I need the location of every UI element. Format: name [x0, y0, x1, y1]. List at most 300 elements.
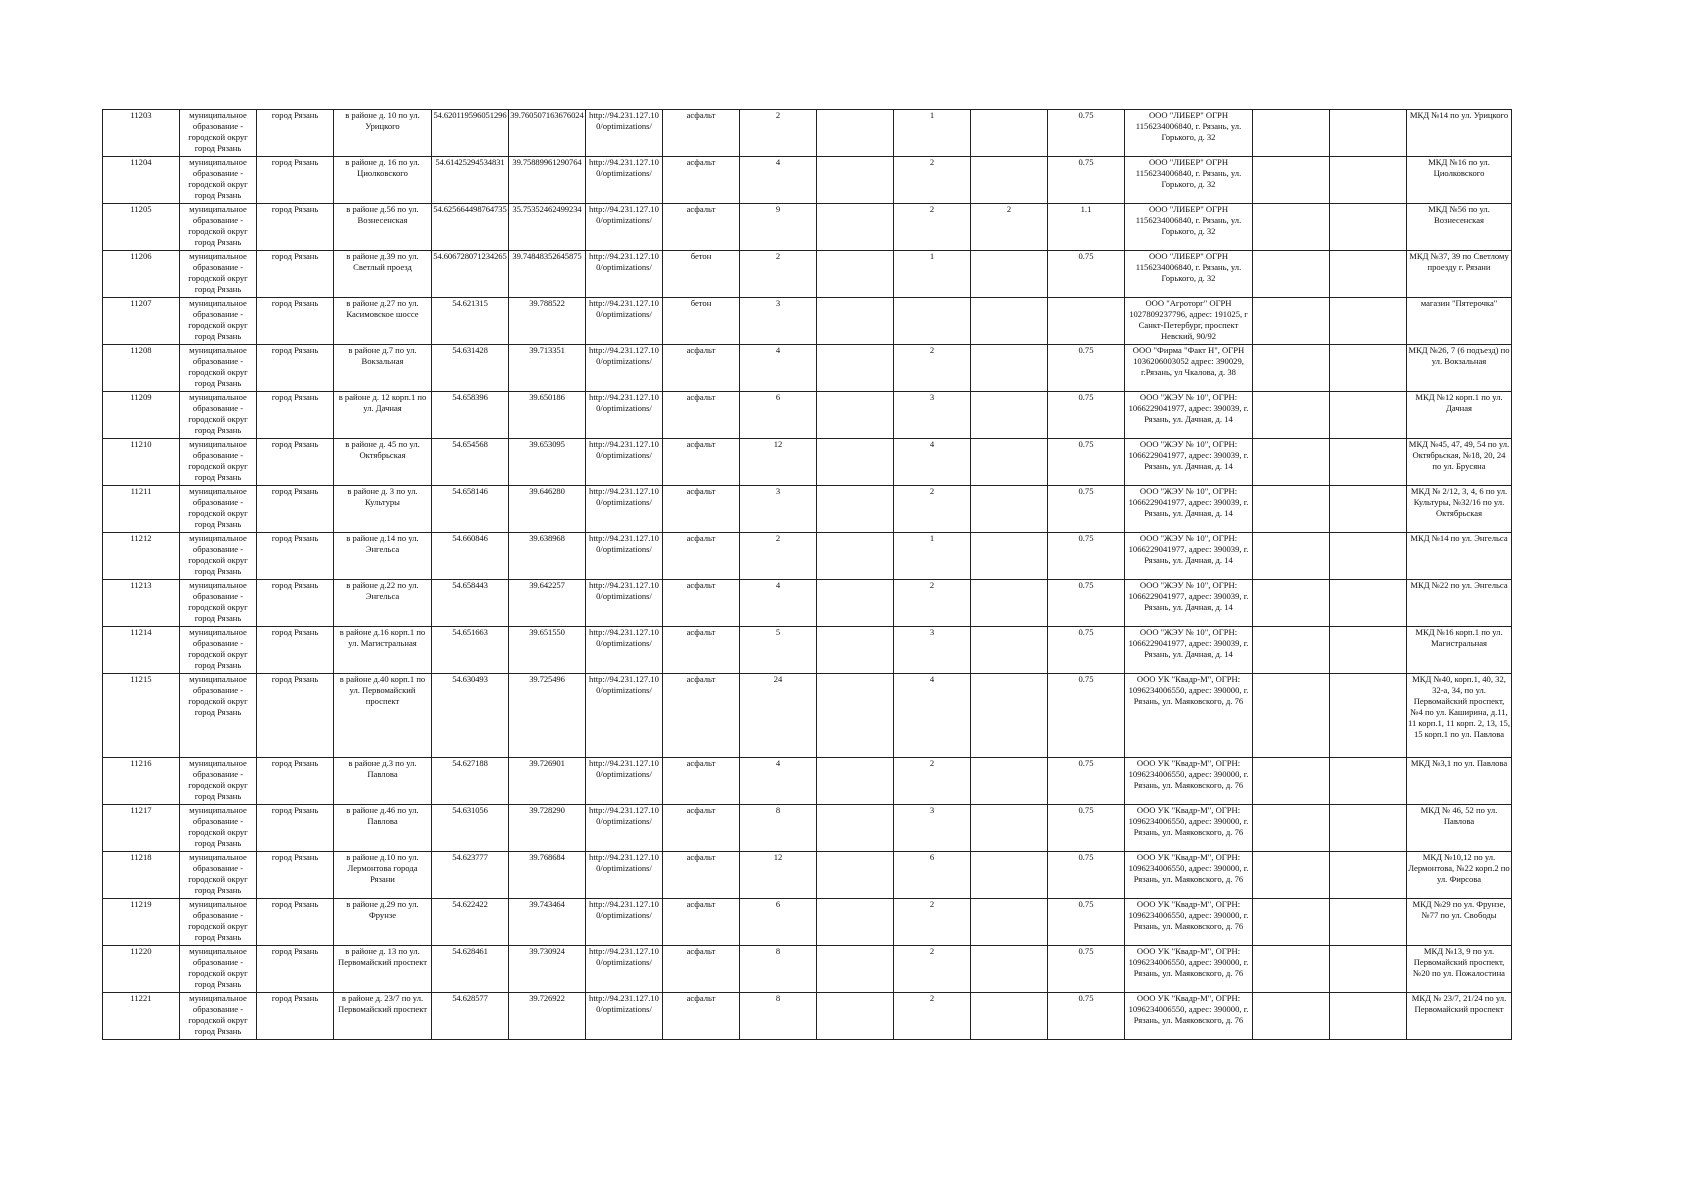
cell-owner: ООО "ЛИБЕР" ОГРН 1156234006840, г. Рязань, ул. Горького, д. 32: [1125, 157, 1253, 204]
cell-extra-containers: [971, 392, 1048, 439]
cell-extra-containers: [971, 852, 1048, 899]
cell-owner: ООО "ЖЭУ № 10", ОГРН: 1066229041977, адрес: 390039, г. Рязань, ул. Дачная, д. 14: [1125, 439, 1253, 486]
cell-empty: [817, 533, 894, 580]
cell-sources: МКД №3,1 по ул. Павлова: [1407, 758, 1512, 805]
cell-link: http://94.231.127.100/optimizations/: [586, 486, 663, 533]
cell-empty: [817, 439, 894, 486]
waste-sites-table: [102, 109, 1512, 1040]
cell-owner: ООО УК "Квадр-М", ОГРН: 1096234006550, адрес: 390000, г. Рязань, ул. Маяковского, д. 76: [1125, 805, 1253, 852]
cell-municipality: муниципальное образование - городской округ город Рязань: [180, 533, 257, 580]
cell-sources: МКД № 23/7, 21/24 по ул. Первомайский проспект: [1407, 993, 1512, 1040]
cell-empty: [1253, 251, 1330, 298]
cell-empty: [1253, 486, 1330, 533]
cell-empty: [817, 157, 894, 204]
cell-longitude: 39.653095: [509, 439, 586, 486]
cell-location: в районе д.56 по ул. Вознесенская: [334, 204, 432, 251]
registry-sheet: [102, 109, 1510, 1040]
table-row: [103, 993, 1512, 1040]
cell-surface: бетон: [663, 251, 740, 298]
cell-surface: асфальт: [663, 439, 740, 486]
cell-longitude: 39.74848352645875: [509, 251, 586, 298]
cell-containers: 1: [894, 533, 971, 580]
cell-owner: ООО "Фирма "Факт Н", ОГРН 1036206003052 адрес: 390029, г.Рязань, ул Чкалова, д. 38: [1125, 345, 1253, 392]
cell-link: http://94.231.127.100/optimizations/: [586, 993, 663, 1040]
table-row: [103, 251, 1512, 298]
table-row: [103, 758, 1512, 805]
cell-extra-containers: [971, 899, 1048, 946]
cell-city: город Рязань: [257, 439, 334, 486]
cell-volume: 0.75: [1048, 852, 1125, 899]
cell-sources: МКД № 46, 52 по ул. Павлова: [1407, 805, 1512, 852]
cell-volume: 0.75: [1048, 533, 1125, 580]
cell-area: 6: [740, 392, 817, 439]
cell-id: 11220: [103, 946, 180, 993]
cell-empty: [1253, 674, 1330, 758]
cell-municipality: муниципальное образование - городской округ город Рязань: [180, 251, 257, 298]
cell-id: 11211: [103, 486, 180, 533]
cell-location: в районе д.10 по ул. Лермонтова города Рязани: [334, 852, 432, 899]
cell-location: в районе д. 16 по ул. Циолковского: [334, 157, 432, 204]
cell-latitude: 54.625664498764735: [432, 204, 509, 251]
cell-latitude: 54.658443: [432, 580, 509, 627]
cell-empty: [817, 852, 894, 899]
cell-empty: [817, 251, 894, 298]
cell-empty: [817, 758, 894, 805]
cell-empty: [1330, 805, 1407, 852]
table-row: [103, 805, 1512, 852]
cell-empty: [1253, 993, 1330, 1040]
cell-link: http://94.231.127.100/optimizations/: [586, 852, 663, 899]
cell-volume: 0.75: [1048, 580, 1125, 627]
cell-latitude: 54.631428: [432, 345, 509, 392]
cell-empty: [817, 946, 894, 993]
cell-empty: [1253, 392, 1330, 439]
cell-containers: 2: [894, 157, 971, 204]
cell-surface: асфальт: [663, 392, 740, 439]
cell-area: 4: [740, 345, 817, 392]
cell-link: http://94.231.127.100/optimizations/: [586, 251, 663, 298]
cell-containers: 1: [894, 251, 971, 298]
cell-link: http://94.231.127.100/optimizations/: [586, 345, 663, 392]
cell-containers: 1: [894, 110, 971, 157]
table-body: [103, 110, 1512, 1040]
cell-city: город Рязань: [257, 852, 334, 899]
cell-location: в районе д. 45 по ул. Октябрьская: [334, 439, 432, 486]
cell-containers: 2: [894, 580, 971, 627]
cell-city: город Рязань: [257, 758, 334, 805]
cell-city: город Рязань: [257, 580, 334, 627]
cell-area: 4: [740, 758, 817, 805]
cell-link: http://94.231.127.100/optimizations/: [586, 298, 663, 345]
cell-link: http://94.231.127.100/optimizations/: [586, 674, 663, 758]
cell-empty: [1253, 298, 1330, 345]
cell-surface: асфальт: [663, 204, 740, 251]
cell-link: http://94.231.127.100/optimizations/: [586, 204, 663, 251]
cell-area: 6: [740, 899, 817, 946]
cell-owner: ООО УК "Квадр-М", ОГРН: 1096234006550, адрес: 390000, г. Рязань, ул. Маяковского, д. 76: [1125, 899, 1253, 946]
cell-volume: 1.1: [1048, 204, 1125, 251]
cell-containers: 3: [894, 805, 971, 852]
cell-volume: 0.75: [1048, 758, 1125, 805]
cell-extra-containers: [971, 674, 1048, 758]
cell-latitude: 54.628461: [432, 946, 509, 993]
cell-extra-containers: [971, 486, 1048, 533]
cell-latitude: 54.622422: [432, 899, 509, 946]
cell-volume: 0.75: [1048, 674, 1125, 758]
cell-surface: асфальт: [663, 580, 740, 627]
cell-location: в районе д. 13 по ул. Первомайский проспект: [334, 946, 432, 993]
cell-empty: [817, 486, 894, 533]
cell-sources: МКД №13, 9 по ул. Первомайский проспект, №20 по ул. Пожалостина: [1407, 946, 1512, 993]
table-row: [103, 298, 1512, 345]
cell-empty: [1253, 110, 1330, 157]
cell-owner: ООО "ЖЭУ № 10", ОГРН: 1066229041977, адрес: 390039, г. Рязань, ул. Дачная, д. 14: [1125, 627, 1253, 674]
cell-location: в районе д. 23/7 по ул. Первомайский проспект: [334, 993, 432, 1040]
cell-empty: [817, 805, 894, 852]
cell-city: город Рязань: [257, 486, 334, 533]
cell-empty: [817, 899, 894, 946]
cell-longitude: 39.725496: [509, 674, 586, 758]
cell-link: http://94.231.127.100/optimizations/: [586, 439, 663, 486]
cell-id: 11213: [103, 580, 180, 627]
cell-latitude: 54.621315: [432, 298, 509, 345]
cell-latitude: 54.631056: [432, 805, 509, 852]
cell-containers: 2: [894, 486, 971, 533]
cell-volume: 0.75: [1048, 251, 1125, 298]
cell-extra-containers: [971, 758, 1048, 805]
cell-extra-containers: [971, 298, 1048, 345]
cell-area: 8: [740, 993, 817, 1040]
cell-volume: 0.75: [1048, 993, 1125, 1040]
cell-volume: 0.75: [1048, 899, 1125, 946]
table-row: [103, 345, 1512, 392]
cell-surface: асфальт: [663, 852, 740, 899]
cell-municipality: муниципальное образование - городской округ город Рязань: [180, 392, 257, 439]
cell-empty: [817, 345, 894, 392]
cell-volume: 0.75: [1048, 157, 1125, 204]
cell-link: http://94.231.127.100/optimizations/: [586, 758, 663, 805]
cell-empty: [1253, 805, 1330, 852]
cell-surface: асфальт: [663, 486, 740, 533]
cell-surface: асфальт: [663, 758, 740, 805]
cell-empty: [1330, 758, 1407, 805]
cell-extra-containers: [971, 251, 1048, 298]
cell-owner: ООО "ЖЭУ № 10", ОГРН: 1066229041977, адрес: 390039, г. Рязань, ул. Дачная, д. 14: [1125, 533, 1253, 580]
cell-latitude: 54.658146: [432, 486, 509, 533]
cell-empty: [1253, 157, 1330, 204]
cell-empty: [817, 993, 894, 1040]
cell-location: в районе д. 3 по ул. Культуры: [334, 486, 432, 533]
cell-containers: 2: [894, 204, 971, 251]
table-row: [103, 580, 1512, 627]
cell-city: город Рязань: [257, 392, 334, 439]
cell-city: город Рязань: [257, 674, 334, 758]
cell-latitude: 54.627188: [432, 758, 509, 805]
table-row: [103, 946, 1512, 993]
cell-location: в районе д.7 по ул. Вокзальная: [334, 345, 432, 392]
cell-longitude: 35.75352462499234: [509, 204, 586, 251]
cell-containers: 2: [894, 946, 971, 993]
cell-empty: [1330, 251, 1407, 298]
cell-longitude: 39.726901: [509, 758, 586, 805]
cell-link: http://94.231.127.100/optimizations/: [586, 392, 663, 439]
cell-area: 24: [740, 674, 817, 758]
cell-containers: 2: [894, 758, 971, 805]
cell-volume: 0.75: [1048, 392, 1125, 439]
cell-empty: [1330, 298, 1407, 345]
cell-empty: [1330, 533, 1407, 580]
table-row: [103, 852, 1512, 899]
cell-containers: [894, 298, 971, 345]
cell-extra-containers: [971, 627, 1048, 674]
cell-id: 11219: [103, 899, 180, 946]
table-row: [103, 204, 1512, 251]
cell-empty: [817, 627, 894, 674]
cell-longitude: 39.646280: [509, 486, 586, 533]
cell-empty: [1253, 533, 1330, 580]
cell-sources: МКД №56 по ул. Вознесенская: [1407, 204, 1512, 251]
cell-volume: 0.75: [1048, 345, 1125, 392]
cell-containers: 4: [894, 674, 971, 758]
cell-volume: 0.75: [1048, 439, 1125, 486]
cell-empty: [1330, 439, 1407, 486]
cell-area: 2: [740, 251, 817, 298]
cell-empty: [1330, 110, 1407, 157]
table-row: [103, 899, 1512, 946]
cell-id: 11209: [103, 392, 180, 439]
cell-owner: ООО "ЖЭУ № 10", ОГРН: 1066229041977, адрес: 390039, г. Рязань, ул. Дачная, д. 14: [1125, 392, 1253, 439]
cell-location: в районе д. 12 корп.1 по ул. Дачная: [334, 392, 432, 439]
table-row: [103, 157, 1512, 204]
cell-city: город Рязань: [257, 533, 334, 580]
cell-location: в районе д.22 по ул. Энгельса: [334, 580, 432, 627]
cell-municipality: муниципальное образование - городской округ город Рязань: [180, 345, 257, 392]
cell-longitude: 39.642257: [509, 580, 586, 627]
cell-containers: 2: [894, 899, 971, 946]
cell-extra-containers: [971, 805, 1048, 852]
cell-id: 11203: [103, 110, 180, 157]
cell-empty: [1253, 439, 1330, 486]
cell-latitude: 54.654568: [432, 439, 509, 486]
cell-owner: ООО УК "Квадр-М", ОГРН: 1096234006550, адрес: 390000, г. Рязань, ул. Маяковского, д. 76: [1125, 946, 1253, 993]
cell-surface: асфальт: [663, 899, 740, 946]
cell-empty: [1253, 627, 1330, 674]
cell-empty: [1330, 627, 1407, 674]
cell-extra-containers: [971, 439, 1048, 486]
cell-empty: [1330, 486, 1407, 533]
cell-empty: [1253, 204, 1330, 251]
table-row: [103, 392, 1512, 439]
cell-id: 11206: [103, 251, 180, 298]
cell-municipality: муниципальное образование - городской округ город Рязань: [180, 110, 257, 157]
cell-longitude: 39.713351: [509, 345, 586, 392]
cell-location: в районе д.16 корп.1 по ул. Магистральная: [334, 627, 432, 674]
cell-area: 3: [740, 298, 817, 345]
cell-longitude: 39.788522: [509, 298, 586, 345]
cell-extra-containers: [971, 157, 1048, 204]
cell-municipality: муниципальное образование - городской округ город Рязань: [180, 852, 257, 899]
cell-empty: [1253, 852, 1330, 899]
cell-sources: МКД №45, 47, 49, 54 по ул. Октябрьская, №18, 20, 24 по ул. Брусяна: [1407, 439, 1512, 486]
cell-extra-containers: [971, 993, 1048, 1040]
cell-longitude: 39.743464: [509, 899, 586, 946]
cell-area: 12: [740, 852, 817, 899]
cell-latitude: 54.651663: [432, 627, 509, 674]
cell-surface: асфальт: [663, 674, 740, 758]
cell-id: 11218: [103, 852, 180, 899]
cell-surface: асфальт: [663, 993, 740, 1040]
cell-sources: МКД №14 по ул. Энгельса: [1407, 533, 1512, 580]
cell-municipality: муниципальное образование - городской округ город Рязань: [180, 486, 257, 533]
cell-area: 3: [740, 486, 817, 533]
cell-area: 5: [740, 627, 817, 674]
cell-owner: ООО УК "Квадр-М", ОГРН: 1096234006550, адрес: 390000, г. Рязань, ул. Маяковского, д. 76: [1125, 852, 1253, 899]
cell-sources: МКД №22 по ул. Энгельса: [1407, 580, 1512, 627]
cell-owner: ООО "ЛИБЕР" ОГРН 1156234006840, г. Рязань, ул. Горького, д. 32: [1125, 251, 1253, 298]
cell-municipality: муниципальное образование - городской округ город Рязань: [180, 899, 257, 946]
cell-sources: МКД № 2/12, 3, 4, 6 по ул. Культуры, №32/16 по ул. Октябрьская: [1407, 486, 1512, 533]
cell-sources: МКД №16 корп.1 по ул. Магистральная: [1407, 627, 1512, 674]
cell-empty: [1330, 674, 1407, 758]
table-row: [103, 674, 1512, 758]
cell-latitude: 54.660846: [432, 533, 509, 580]
cell-id: 11215: [103, 674, 180, 758]
cell-surface: асфальт: [663, 157, 740, 204]
cell-owner: ООО УК "Квадр-М", ОГРН: 1096234006550, адрес: 390000, г. Рязань, ул. Маяковского, д. 76: [1125, 758, 1253, 805]
cell-location: в районе д.39 по ул. Светлый проезд: [334, 251, 432, 298]
cell-link: http://94.231.127.100/optimizations/: [586, 533, 663, 580]
cell-empty: [1330, 899, 1407, 946]
cell-extra-containers: [971, 533, 1048, 580]
cell-sources: МКД №16 по ул. Циолковского: [1407, 157, 1512, 204]
cell-owner: ООО "ЛИБЕР" ОГРН 1156234006840, г. Рязань, ул. Горького, д. 32: [1125, 110, 1253, 157]
cell-location: в районе д.3 по ул. Павлова: [334, 758, 432, 805]
cell-owner: ООО УК "Квадр-М", ОГРН: 1096234006550, адрес: 390000, г. Рязань, ул. Маяковского, д. 76: [1125, 674, 1253, 758]
cell-surface: бетон: [663, 298, 740, 345]
cell-municipality: муниципальное образование - городской округ город Рязань: [180, 204, 257, 251]
cell-id: 11208: [103, 345, 180, 392]
cell-longitude: 39.760507163676024: [509, 110, 586, 157]
cell-municipality: муниципальное образование - городской округ город Рязань: [180, 627, 257, 674]
cell-link: http://94.231.127.100/optimizations/: [586, 580, 663, 627]
cell-surface: асфальт: [663, 946, 740, 993]
cell-city: город Рязань: [257, 204, 334, 251]
cell-area: 2: [740, 533, 817, 580]
cell-empty: [1330, 580, 1407, 627]
cell-extra-containers: [971, 946, 1048, 993]
cell-longitude: 39.728290: [509, 805, 586, 852]
cell-volume: 0.75: [1048, 946, 1125, 993]
cell-sources: магазин "Пятерочка": [1407, 298, 1512, 345]
cell-empty: [1253, 345, 1330, 392]
cell-municipality: муниципальное образование - городской округ город Рязань: [180, 298, 257, 345]
cell-link: http://94.231.127.100/optimizations/: [586, 899, 663, 946]
cell-sources: МКД №29 по ул. Фрунзе, №77 по ул. Свободы: [1407, 899, 1512, 946]
cell-longitude: 39.726922: [509, 993, 586, 1040]
cell-empty: [817, 204, 894, 251]
cell-empty: [1330, 392, 1407, 439]
cell-owner: ООО "Агроторг" ОГРН 1027809237796, адрес: 191025, г Санкт-Петербург, проспект Невский, 90/92: [1125, 298, 1253, 345]
table-row: [103, 486, 1512, 533]
cell-empty: [817, 110, 894, 157]
cell-area: 9: [740, 204, 817, 251]
cell-containers: 2: [894, 993, 971, 1040]
cell-volume: 0.75: [1048, 627, 1125, 674]
cell-id: 11216: [103, 758, 180, 805]
cell-longitude: 39.730924: [509, 946, 586, 993]
cell-sources: МКД №40, корп.1, 40, 32, 32-а, 34, по ул. Первомайский проспект, №4 по ул. Каширина, д.11, 11 корп.1, 11 корп. 2, 13, 15, 15 корп.1 по ул. Павлова: [1407, 674, 1512, 758]
cell-surface: асфальт: [663, 345, 740, 392]
cell-empty: [1253, 946, 1330, 993]
cell-id: 11221: [103, 993, 180, 1040]
cell-containers: 2: [894, 345, 971, 392]
table-row: [103, 533, 1512, 580]
cell-city: город Рязань: [257, 805, 334, 852]
cell-empty: [1253, 580, 1330, 627]
cell-volume: [1048, 298, 1125, 345]
cell-latitude: 54.61425294534831: [432, 157, 509, 204]
cell-location: в районе д.29 по ул. Фрунзе: [334, 899, 432, 946]
cell-empty: [1330, 157, 1407, 204]
cell-city: город Рязань: [257, 251, 334, 298]
cell-empty: [1253, 758, 1330, 805]
cell-longitude: 39.638968: [509, 533, 586, 580]
cell-surface: асфальт: [663, 533, 740, 580]
table-row: [103, 439, 1512, 486]
cell-extra-containers: [971, 345, 1048, 392]
cell-empty: [1330, 993, 1407, 1040]
cell-area: 4: [740, 580, 817, 627]
cell-owner: ООО "ЖЭУ № 10", ОГРН: 1066229041977, адрес: 390039, г. Рязань, ул. Дачная, д. 14: [1125, 486, 1253, 533]
cell-city: город Рязань: [257, 993, 334, 1040]
cell-area: 2: [740, 110, 817, 157]
cell-area: 8: [740, 946, 817, 993]
cell-municipality: муниципальное образование - городской округ город Рязань: [180, 805, 257, 852]
cell-longitude: 39.651550: [509, 627, 586, 674]
cell-longitude: 39.75889961290764: [509, 157, 586, 204]
cell-sources: МКД №26, 7 (6 подъезд) по ул. Вокзальная: [1407, 345, 1512, 392]
cell-municipality: муниципальное образование - городской округ город Рязань: [180, 993, 257, 1040]
cell-municipality: муниципальное образование - городской округ город Рязань: [180, 439, 257, 486]
cell-id: 11207: [103, 298, 180, 345]
cell-municipality: муниципальное образование - городской округ город Рязань: [180, 946, 257, 993]
cell-extra-containers: 2: [971, 204, 1048, 251]
cell-id: 11210: [103, 439, 180, 486]
cell-id: 11212: [103, 533, 180, 580]
cell-link: http://94.231.127.100/optimizations/: [586, 627, 663, 674]
cell-location: в районе д.27 по ул. Касимовское шоссе: [334, 298, 432, 345]
cell-empty: [817, 298, 894, 345]
cell-latitude: 54.606728071234265: [432, 251, 509, 298]
cell-location: в районе д.14 по ул. Энгельса: [334, 533, 432, 580]
cell-empty: [817, 580, 894, 627]
cell-id: 11205: [103, 204, 180, 251]
cell-latitude: 54.630493: [432, 674, 509, 758]
cell-volume: 0.75: [1048, 110, 1125, 157]
cell-owner: ООО УК "Квадр-М", ОГРН: 1096234006550, адрес: 390000, г. Рязань, ул. Маяковского, д. 76: [1125, 993, 1253, 1040]
cell-containers: 6: [894, 852, 971, 899]
cell-extra-containers: [971, 580, 1048, 627]
cell-containers: 4: [894, 439, 971, 486]
cell-containers: 3: [894, 392, 971, 439]
cell-latitude: 54.628577: [432, 993, 509, 1040]
cell-municipality: муниципальное образование - городской округ город Рязань: [180, 157, 257, 204]
cell-latitude: 54.623777: [432, 852, 509, 899]
cell-empty: [1330, 946, 1407, 993]
cell-empty: [1330, 345, 1407, 392]
cell-location: в районе д. 10 по ул. Урицкого: [334, 110, 432, 157]
cell-empty: [1330, 204, 1407, 251]
